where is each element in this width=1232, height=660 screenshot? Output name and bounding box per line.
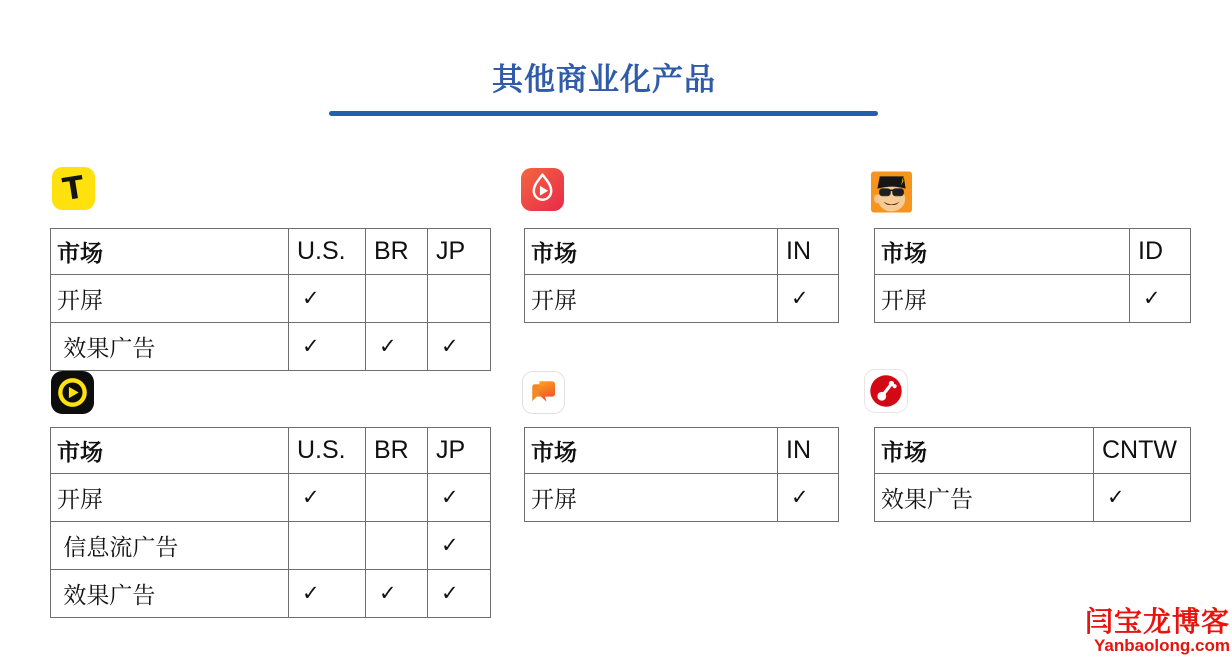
ad-type-cell: 信息流广告 [51,522,289,570]
babe-app-icon [871,171,912,213]
check-cell: ✓ [289,474,366,522]
ad-type-cell: 开屏 [525,275,778,323]
music-app-icon [864,369,908,413]
region-header-cell: ID [1130,229,1191,275]
buzzvideo-app-icon [51,371,94,414]
market-header-cell: 市场 [51,229,289,275]
watermark [1085,608,1230,654]
watermark-site-url: Yanbaolong.com [1093,636,1230,655]
ad-type-cell: 效果广告 [875,474,1094,522]
region-header-cell: JP [428,428,491,474]
topbuzz-market-table [50,228,491,371]
check-cell: ✓ [428,474,491,522]
region-header-cell: CNTW [1094,428,1191,474]
vigo-market-table [524,228,839,323]
market-header-cell: 市场 [525,229,778,275]
check-cell [289,522,366,570]
check-cell: ✓ [428,323,491,371]
market-header-cell: 市场 [875,229,1130,275]
check-cell: ✓ [778,474,839,522]
market-header-cell: 市场 [51,428,289,474]
check-cell: ✓ [366,323,428,371]
check-cell: ✓ [289,275,366,323]
buzzvideo-market-table [50,427,491,618]
region-header-cell: U.S. [289,428,366,474]
check-cell [428,275,491,323]
helo-market-table [524,427,839,522]
check-cell: ✓ [289,570,366,618]
vigo-video-app-icon [521,168,564,211]
helo-app-icon [522,371,565,414]
title-underline [329,111,878,116]
region-header-cell: IN [778,428,839,474]
check-cell: ✓ [778,275,839,323]
topbuzz-app-icon [52,167,95,210]
ad-type-cell: 效果广告 [51,323,289,371]
region-header-cell: BR [366,428,428,474]
check-cell: ✓ [289,323,366,371]
check-cell: ✓ [366,570,428,618]
region-header-cell: IN [778,229,839,275]
ad-type-cell: 效果广告 [51,570,289,618]
region-header-cell: BR [366,229,428,275]
ad-type-cell: 开屏 [51,275,289,323]
check-cell [366,522,428,570]
check-cell [366,474,428,522]
music-market-table [874,427,1191,522]
check-cell: ✓ [1094,474,1191,522]
check-cell: ✓ [1130,275,1191,323]
svg-text:T: T [60,169,87,209]
ad-type-cell: 开屏 [875,275,1130,323]
market-header-cell: 市场 [525,428,778,474]
watermark-site-name: 闫宝龙博客 [1084,606,1230,637]
babe-market-table [874,228,1191,323]
ad-type-cell: 开屏 [51,474,289,522]
check-cell [366,275,428,323]
ad-type-cell: 开屏 [525,474,778,522]
check-cell: ✓ [428,570,491,618]
page-title: 其他商业化产品 [492,62,716,97]
region-header-cell: JP [428,229,491,275]
region-header-cell: U.S. [289,229,366,275]
check-cell: ✓ [428,522,491,570]
market-header-cell: 市场 [875,428,1094,474]
